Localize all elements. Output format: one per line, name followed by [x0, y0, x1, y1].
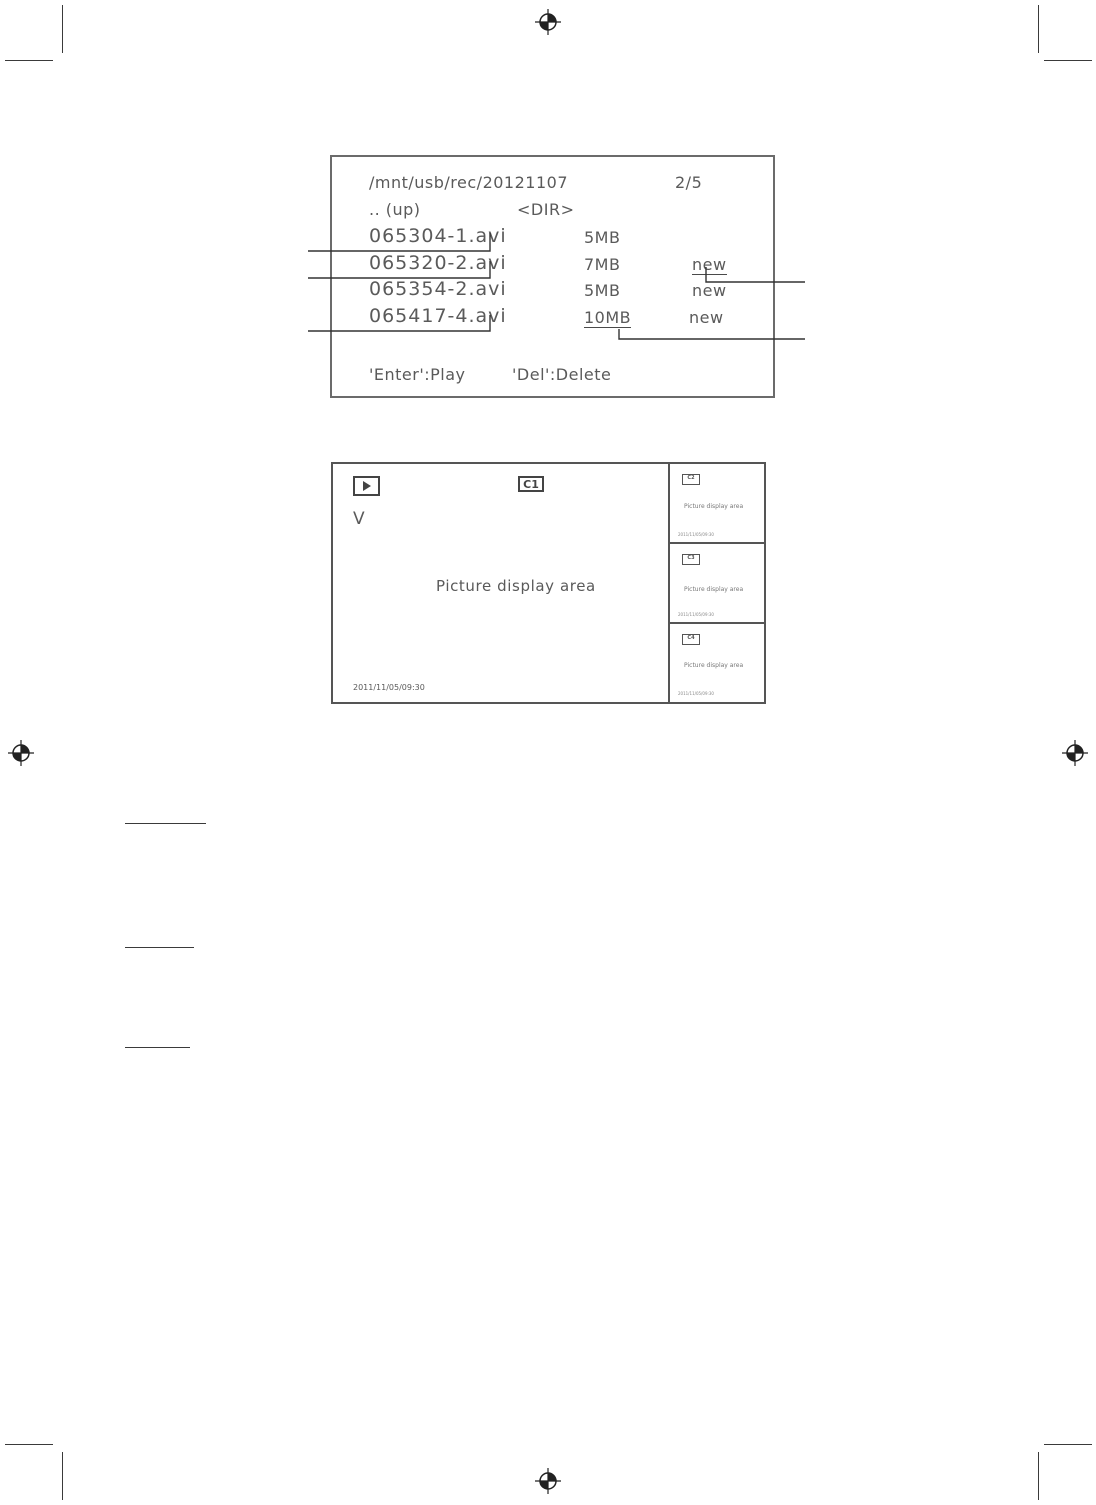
- crop-mark: [1044, 1444, 1092, 1445]
- thumbnail-channel: C3: [682, 554, 700, 565]
- page-indicator: 2/5: [675, 173, 703, 192]
- main-timestamp: 2011/11/05/09:30: [353, 683, 425, 692]
- file-name[interactable]: 065320-2.avi: [369, 252, 507, 274]
- thumbnail-label: Picture display area: [684, 662, 744, 669]
- heading-rule: [125, 823, 206, 824]
- file-size: 5MB: [584, 228, 621, 247]
- registration-mark-icon: [535, 9, 561, 35]
- delete-hint: 'Del':Delete: [512, 365, 612, 384]
- dir-tag: <DIR>: [517, 200, 575, 219]
- registration-mark-icon: [1062, 740, 1088, 766]
- file-name[interactable]: 065417-4.avi: [369, 305, 507, 327]
- crop-mark: [1038, 1452, 1039, 1500]
- thumbnail-timestamp: 2011/11/05/09:30: [678, 612, 714, 617]
- thumbnail-channel: C2: [682, 474, 700, 485]
- crop-mark: [62, 5, 63, 53]
- mode-indicator: V: [353, 509, 365, 529]
- file-size: 7MB: [584, 255, 621, 274]
- heading-rule: [125, 947, 194, 948]
- play-icon[interactable]: [353, 476, 380, 496]
- thumbnail-c4[interactable]: [668, 622, 765, 702]
- folder-path: /mnt/usb/rec/20121107: [369, 173, 568, 192]
- channel-label: C1: [523, 478, 539, 491]
- thumbnail-label: Picture display area: [684, 586, 744, 593]
- new-badge: new: [689, 308, 724, 327]
- new-badge: new: [692, 281, 727, 300]
- up-directory-item[interactable]: .. (up): [369, 200, 421, 219]
- file-name[interactable]: 065304-1.avi: [369, 225, 507, 247]
- heading-rule: [125, 1047, 190, 1048]
- crop-mark: [5, 1444, 53, 1445]
- registration-mark-icon: [535, 1468, 561, 1494]
- crop-mark: [1044, 60, 1092, 61]
- crop-mark: [62, 1452, 63, 1500]
- registration-mark-icon: [8, 740, 34, 766]
- file-size: 10MB: [584, 308, 632, 327]
- channel-badge: [518, 476, 544, 492]
- callout-lines: [300, 225, 820, 350]
- thumbnail-label: Picture display area: [684, 503, 744, 510]
- thumbnail-c3[interactable]: [668, 542, 765, 622]
- playback-screen: [331, 462, 766, 704]
- thumbnail-timestamp: 2011/11/05/09:30: [678, 691, 714, 696]
- file-name[interactable]: 065354-2.avi: [369, 278, 507, 300]
- crop-mark: [5, 60, 53, 61]
- play-hint: 'Enter':Play: [369, 365, 466, 384]
- thumbnail-c2[interactable]: [668, 464, 765, 542]
- new-badge: new: [692, 255, 727, 274]
- thumbnail-timestamp: 2011/11/05/09:30: [678, 532, 714, 537]
- file-size: 5MB: [584, 281, 621, 300]
- thumbnail-channel: C4: [682, 634, 700, 645]
- main-picture-area-label: Picture display area: [436, 577, 596, 595]
- crop-mark: [1038, 5, 1039, 53]
